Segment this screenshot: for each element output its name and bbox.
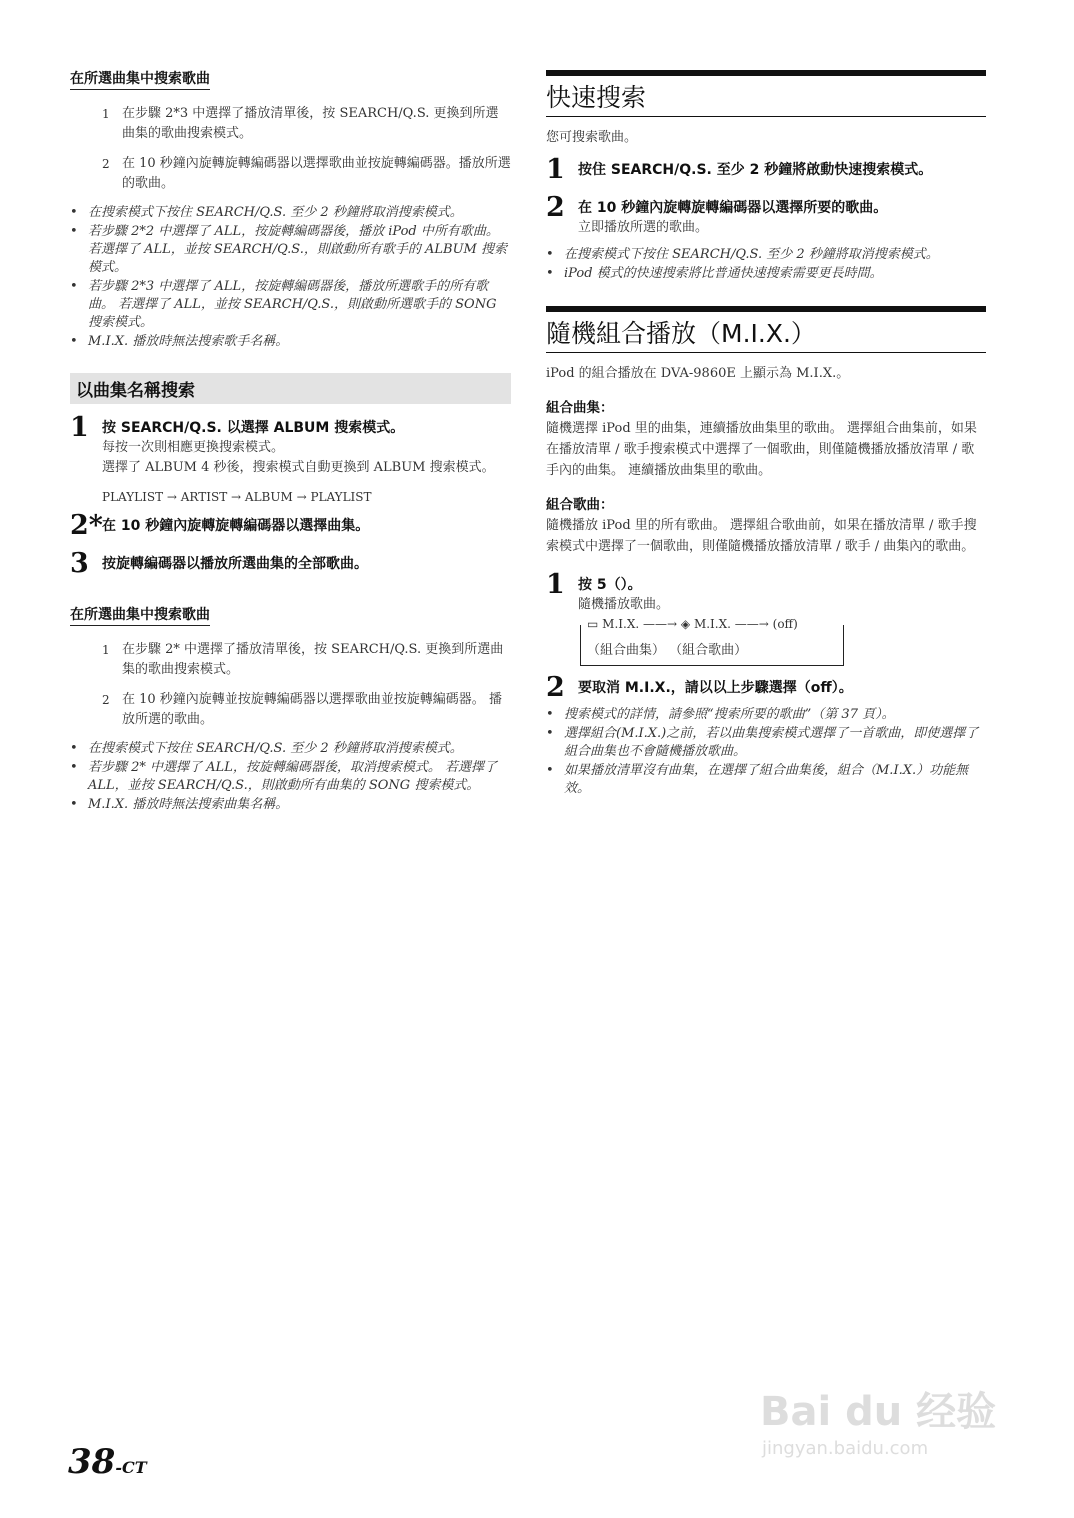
- note-item: • 若步驟 2*2 中選擇了 ALL，按旋轉編碼器後，播放 iPod 中所有歌曲。 若選擇了 ALL，並按 SEARCH/Q.S.，則啟動所有歌手的 ALBUM 搜索模式。: [70, 223, 511, 277]
- mix-flow-diagram: ▭ M.I.X. ——→ ◈ M.I.X. ——→ (off) （組合曲集） （組合歌曲）: [580, 625, 844, 666]
- folder-icon: ▭: [587, 617, 599, 631]
- step-3: 3 按旋轉編碼器以播放所選曲集的全部歌曲。: [70, 548, 368, 579]
- note-item: • 若步驟 2* 中選擇了 ALL，按旋轉編碼器後，取消搜索模式。 若選擇了 ALL，並按 SEARCH/Q.S.，則啟動所有曲集的 SONG 搜索模式。: [70, 759, 511, 795]
- mode-sequence: PLAYLIST → ARTIST → ALBUM → PLAYLIST: [102, 490, 372, 504]
- note-item: • M.I.X. 播放時無法搜索歌手名稱。: [70, 333, 511, 351]
- note-item: • 選擇組合(M.I.X.)之前，若以曲集搜索模式選擇了一首歌曲，即使選擇了組合曲集也不會隨機播放歌曲。: [546, 725, 986, 761]
- step-1: 1 按 SEARCH/Q.S. 以選擇 ALBUM 搜索模式。 每按一次則相應更換搜索模式。 選擇了 ALBUM 4 秒後，搜索模式自動更換到 ALBUM 搜索模式。 PLAYLIST → ARTIST → ALBUM → PLAYLIST: [70, 418, 511, 504]
- list-item: 2 在 10 秒鐘內旋轉並按旋轉編碼器以選擇歌曲並按旋轉編碼器。 播放所選的歌曲。: [102, 692, 502, 727]
- note-item: • 如果播放清單沒有曲集，在選擇了組合曲集後，組合（M.I.X.）功能無效。: [546, 762, 986, 798]
- note-item: • iPod 模式的快速搜索將比普通快速搜索需要更長時間。: [546, 265, 986, 283]
- note-item: • 在搜索模式下按住 SEARCH/Q.S. 至少 2 秒鐘將取消搜索模式。: [70, 740, 511, 758]
- step-2: 2* 在 10 秒鐘內旋轉旋轉編碼器以選擇曲集。: [70, 510, 370, 541]
- step-2: 2 要取消 M.I.X.，請以以上步驟選擇（off）。: [546, 672, 853, 703]
- note-item: • 搜索模式的詳情，請參照“搜索所要的歌曲”（第 37 頁）。: [546, 706, 986, 724]
- note-list: [70, 204, 511, 351]
- step-1: 1 按住 SEARCH/Q.S. 至少 2 秒鐘將啟動快速搜索模式。: [546, 154, 933, 185]
- subheading: 在所選曲集中搜索歌曲: [70, 68, 210, 90]
- list-item: 1 在步驟 2*3 中選擇了播放清單後，按 SEARCH/Q.S. 更換到所選曲集的歌曲搜索模式。: [102, 106, 499, 141]
- list-item: 2 在 10 秒鐘內旋轉旋轉編碼器以選擇歌曲並按旋轉編碼器。播放所選的歌曲。: [102, 156, 511, 191]
- numbered-list: [102, 640, 511, 730]
- note-list: [546, 246, 986, 283]
- note-item: • 在搜索模式下按住 SEARCH/Q.S. 至少 2 秒鐘將取消搜索模式。: [546, 246, 986, 264]
- section-title: 快速搜索: [546, 70, 986, 117]
- step-2: 2 在 10 秒鐘內旋轉旋轉編碼器以選擇所要的歌曲。 立即播放所選的歌曲。: [546, 192, 888, 235]
- note-item: • 在搜索模式下按住 SEARCH/Q.S. 至少 2 秒鐘將取消搜索模式。: [70, 204, 511, 222]
- note-item: • 若步驟 2*3 中選擇了 ALL，按旋轉編碼器後，播放所選歌手的所有歌曲。 若選擇了 ALL，並按 SEARCH/Q.S.，則啟動所選歌手的 SONG 搜索模式。: [70, 278, 511, 332]
- subheading: 在所選曲集中搜索歌曲: [70, 604, 210, 626]
- section-title: 隨機組合播放（M.I.X.）: [546, 306, 986, 353]
- note-list: [546, 706, 986, 798]
- disc-icon: ◈: [680, 617, 691, 631]
- left-column: [70, 64, 511, 815]
- note-list: [70, 740, 511, 814]
- page-number: 38-CT: [68, 1442, 147, 1482]
- baidu-watermark: Bai du 经验 jingyan.baidu.com: [760, 1389, 997, 1459]
- right-column: 快速搜索 您可搜索歌曲。 1 按住 SEARCH/Q.S. 至少 2 秒鐘將啟動快速搜索模式。 2 在 10 秒鐘內旋轉旋轉編碼器以選擇所要的歌曲。 立即播放所選的歌曲。 • 在搜索模式下按住 SEARCH/Q.S. 至少 2 秒鐘將取消搜索模式。 • iPod 模式的快速搜索將比普通快速搜索需要更長時間。 隨機組合播放（M.I.X.） iPod 的組合播放在 DVA-9860E 上顯示為 M.I.X.。 組合曲集： 隨機選擇 iPod 里的曲集，連續播放曲集里的歌曲。 選擇組合曲集前，如果在播放清單 / 歌手搜索模式中選擇了一個歌曲，則僅隨機播放播放清單 / 歌手內的曲集。 連續播放曲集里的歌曲。 組合歌曲： 隨機播放 iPod 里的所有歌曲。 選擇組合歌曲前，如果在播放清單 / 歌手搜索模式中選擇了一個歌曲，則僅隨機播放播放清單 / 歌手 / 曲集內的歌曲。 1 按 5（）。 隨機播放歌曲。 ▭ M.I.X. ——→ ◈ M.I.X. ——→ (off) （組合曲集） （組合歌曲） 2 要取消 M.I.X.，請以以上步驟選擇（off）。 • 搜索模式的詳情，請參照“搜索所要的歌曲”（第 37 頁）。 • 選擇組合(M.I.X.)之前，若以曲集搜索模式選擇了一首歌曲，即使選擇了組合曲集也不會隨機播放歌曲。 • 如果播放清單沒有曲集，在選擇了組合曲集後，組合（M.I.X.）功能無效。: [546, 70, 986, 799]
- numbered-list: [102, 104, 511, 194]
- step-1: 1 按 5（）。 隨機播放歌曲。: [546, 569, 670, 612]
- section-title: 以曲集名稱搜索: [70, 373, 511, 404]
- note-item: • M.I.X. 播放時無法搜索曲集名稱。: [70, 796, 511, 814]
- list-item: 1 在步驟 2* 中選擇了播放清單後，按 SEARCH/Q.S. 更換到所選曲集的歌曲搜索模式。: [102, 642, 504, 677]
